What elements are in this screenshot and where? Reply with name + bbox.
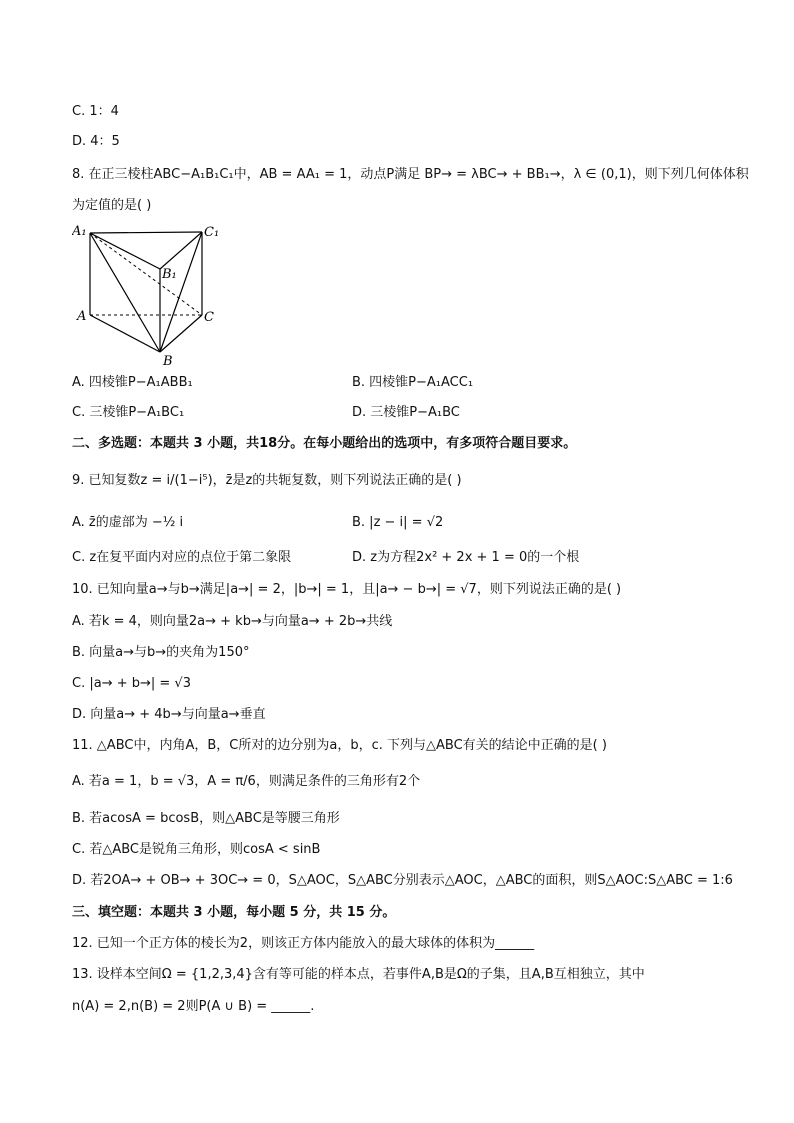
q8-option-a: A. 四棱锥P−A₁ABB₁ bbox=[72, 375, 193, 390]
label-b: B bbox=[163, 354, 173, 368]
q9-option-b: B. |z − i| = √2 bbox=[352, 515, 444, 530]
q9-option-d: D. z为方程2x² + 2x + 1 = 0的一个根 bbox=[352, 550, 580, 565]
q9-option-c: C. z在复平面内对应的点位于第二象限 bbox=[72, 550, 292, 565]
q8-option-b: B. 四棱锥P−A₁ACC₁ bbox=[352, 375, 474, 390]
q11-option-a: A. 若a = 1，b = √3，A = π/6，则满足条件的三角形有2个 bbox=[72, 774, 421, 789]
q13-stem-line1: 13. 设样本空间Ω = {1,2,3,4}含有等可能的样本点，若事件A,B是Ω的子集，且A,B互相独立，其中 bbox=[72, 967, 645, 982]
label-a1: A₁ bbox=[72, 224, 87, 239]
q13-stem-line2: n(A) = 2,n(B) = 2则P(A ∪ B) = ______. bbox=[72, 999, 315, 1014]
q12-stem: 12. 已知一个正方体的棱长为2，则该正方体内能放入的最大球体的体积为______ bbox=[72, 936, 535, 951]
section3-heading: 三、填空题：本题共 3 小题，每小题 5 分，共 15 分。 bbox=[72, 905, 396, 920]
segment-a1-c bbox=[90, 233, 202, 315]
label-a: A bbox=[77, 309, 87, 324]
label-b1: B₁ bbox=[162, 267, 177, 282]
q7-option-d: D. 4：5 bbox=[72, 134, 120, 149]
q8-stem-line1: 8. 在正三棱柱ABC−A₁B₁C₁中，AB = AA₁ = 1，动点P满足 BP→ = λBC→ + BB₁→，λ ∈ (0,1)，则下列几何体体积 bbox=[72, 167, 749, 182]
q8-option-c: C. 三棱锥P−A₁BC₁ bbox=[72, 405, 185, 420]
section2-heading: 二、多选题：本题共 3 小题，共18分。在每小题给出的选项中，有多项符合题目要求。 bbox=[72, 436, 577, 451]
label-c1: C₁ bbox=[204, 225, 220, 240]
q11-option-c: C. 若△ABC是锐角三角形，则cosA < sinB bbox=[72, 842, 321, 857]
q10-stem: 10. 已知向量a→与b→满足|a→| = 2，|b→| = 1，且|a→ − b→| = √7，则下列说法正确的是( ) bbox=[72, 582, 622, 597]
q10-option-c: C. |a→ + b→| = √3 bbox=[72, 676, 191, 691]
q11-option-b: B. 若acosA = bcosB，则△ABC是等腰三角形 bbox=[72, 811, 340, 826]
prism-figure bbox=[72, 222, 232, 368]
q10-option-b: B. 向量a→与b→的夹角为150° bbox=[72, 645, 250, 660]
q11-stem: 11. △ABC中，内角A，B，C所对的边分别为a，b，c. 下列与△ABC有关的结论中正确的是( ) bbox=[72, 738, 607, 753]
q8-stem-line2: 为定值的是( ) bbox=[72, 198, 152, 213]
edge-a1-c1 bbox=[90, 232, 202, 233]
label-c: C bbox=[204, 310, 214, 325]
q7-option-c: C. 1：4 bbox=[72, 104, 119, 119]
q9-option-a: A. z̄的虚部为 −½ i bbox=[72, 515, 184, 530]
q10-option-a: A. 若k = 4，则向量2a→ + kb→与向量a→ + 2b→共线 bbox=[72, 614, 393, 629]
q8-option-d: D. 三棱锥P−A₁BC bbox=[352, 405, 460, 420]
q11-option-d: D. 若2OA→ + OB→ + 3OC→ = 0，S△AOC，S△ABC分别表示△AOC，△ABC的面积，则S△AOC:S△ABC = 1:6 bbox=[72, 873, 733, 888]
q9-stem: 9. 已知复数z = i/(1−i⁵)，z̄是z的共轭复数，则下列说法正确的是( ) bbox=[72, 473, 462, 488]
q10-option-d: D. 向量a→ + 4b→与向量a→垂直 bbox=[72, 707, 266, 722]
